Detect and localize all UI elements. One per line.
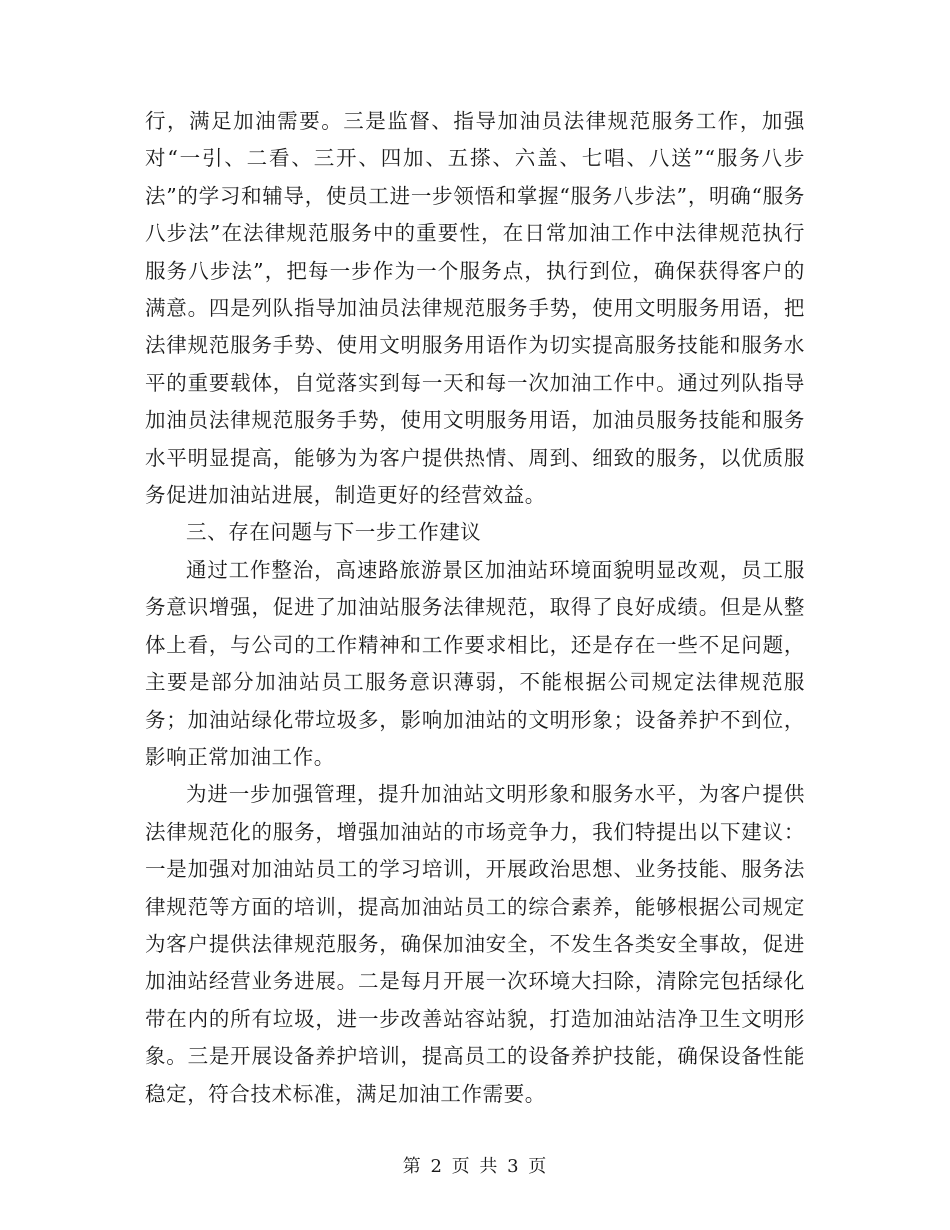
paragraph-suggestions: 为进一步加强管理，提升加油站文明形象和服务水平，为客户提供法律规范化的服务，增强加油站的市场竞争力，我们特提出以下建议：一是加强对加油站员工的学习培训，开展政治思想、业务技能、服务法律规范等方面的培训，提高加油站员工的综合素养，能够根据公司规定为客户提供法律规范服务，确保加油安全，不发生各类安全事故，促进加油站经营业务进展。二是每月开展一次环境大扫除，清除完包括绿化带在内的所有垃圾，进一步改善站容站貌，打造加油站洁净卫生文明形象。三是开展设备养护培训，提高员工的设备养护技能，确保设备性能稳定，符合技术标准，满足加油工作需要。 (145, 782, 805, 1106)
page-number-footer: 第 2 页 共 3 页 (402, 1156, 548, 1177)
document-body (145, 103, 805, 1113)
paragraph-problems: 通过工作整治，高速路旅游景区加油站环境面貌明显改观，员工服务意识增强，促进了加油站服务法律规范，取得了良好成绩。但是从整体上看，与公司的工作精神和工作要求相比，还是存在一些不足问题，主要是部分加油站员工服务意识薄弱，不能根据公司规定法律规范服务；加油站绿化带垃圾多，影响加油站的文明形象；设备养护不到位，影响正常加油工作。 (145, 557, 805, 769)
paragraph-continuation: 行，满足加油需要。三是监督、指导加油员法律规范服务工作，加强对“一引、二看、三开、四加、五搽、六盖、七唱、八送”“服务八步法”的学习和辅导，使员工进一步领悟和掌握“服务八步法”，明确“服务八步法”在法律规范服务中的重要性，在日常加油工作中法律规范执行服务八步法”，把每一步作为一个服务点，执行到位，确保获得客户的满意。四是列队指导加油员法律规范服务手势，使用文明服务用语，把法律规范服务手势、使用文明服务用语作为切实提高服务技能和服务水平的重要载体，自觉落实到每一天和每一次加油工作中。通过列队指导加油员法律规范服务手势，使用文明服务用语，加油员服务技能和服务水平明显提高，能够为为客户提供热情、周到、细致的服务，以优质服务促进加油站进展，制造更好的经营效益。 (145, 109, 805, 508)
section-heading: 三、存在问题与下一步工作建议 (186, 520, 482, 545)
